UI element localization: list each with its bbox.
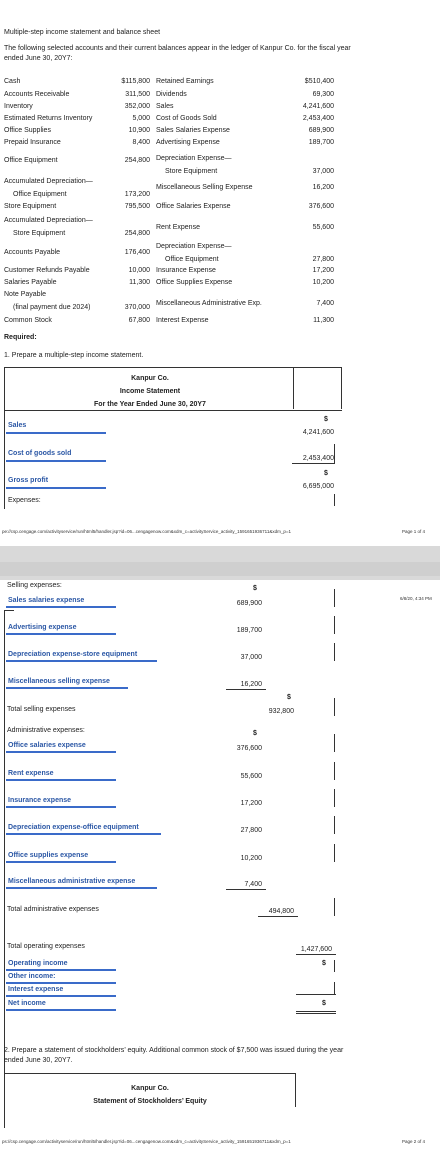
right-account-label: Retained Earnings xyxy=(156,78,214,85)
office-salaries-underline xyxy=(6,751,116,753)
right-account-label: Office Salaries Expense xyxy=(156,203,231,210)
office-salaries-label[interactable]: Office salaries expense xyxy=(8,742,86,749)
net-income-double-rule-2 xyxy=(296,1013,336,1014)
right-account-value: 189,700 xyxy=(308,139,334,146)
right-account-label: Cost of Goods Sold xyxy=(156,115,217,122)
total-operating-total-rule xyxy=(296,954,336,955)
rent-input-edge xyxy=(334,762,335,780)
left-account-label-line-2: (final payment due 2024) xyxy=(13,304,91,311)
left-account-value: 370,000 xyxy=(124,304,150,311)
left-account-value: 795,500 xyxy=(124,203,150,210)
net-income-dollar-sign: $ xyxy=(322,1000,326,1007)
sales-value[interactable]: 4,241,600 xyxy=(302,429,334,436)
column-divider xyxy=(293,367,294,409)
footer-page-number-2: Page 2 of 4 xyxy=(402,1139,426,1144)
total-admin-input-edge xyxy=(334,898,335,916)
statement-2-name: Statement of Stockholders’ Equity xyxy=(93,1098,207,1105)
sales-underline xyxy=(6,432,106,434)
right-account-value: 17,200 xyxy=(312,267,334,274)
cogs-underline xyxy=(6,460,106,462)
interest-total-rule xyxy=(296,994,336,995)
right-account-label: Interest Expense xyxy=(156,317,209,324)
left-account-value: 352,000 xyxy=(124,103,150,110)
footer-page-number: Page 1 of 4 xyxy=(402,529,426,534)
left-account-value: 173,200 xyxy=(124,191,150,198)
gross-profit-value[interactable]: 6,695,000 xyxy=(302,483,334,490)
operating-income-underline xyxy=(6,969,116,971)
left-account-value: 254,800 xyxy=(124,230,150,237)
sales-salaries-underline xyxy=(6,606,116,608)
cogs-label[interactable]: Cost of goods sold xyxy=(8,450,72,457)
left-account-value: 5,000 xyxy=(132,115,150,122)
sales-salaries-input-edge xyxy=(334,589,335,607)
sales-dollar-sign: $ xyxy=(324,416,328,423)
interest-expense-label[interactable]: Interest expense xyxy=(8,986,64,993)
page-1 xyxy=(0,0,440,546)
total-admin-total-rule xyxy=(258,916,298,917)
net-income-double-rule-1 xyxy=(296,1011,336,1012)
advertising-value[interactable]: 189,700 xyxy=(236,627,262,634)
gross-profit-label[interactable]: Gross profit xyxy=(8,477,49,484)
operating-income-input-edge xyxy=(334,960,335,972)
interest-input-edge xyxy=(334,982,335,994)
left-account-label: Accumulated Depreciation— xyxy=(4,178,93,185)
left-account-label: Office Equipment xyxy=(4,157,58,164)
right-account-value: 689,900 xyxy=(308,127,334,134)
expenses-input-edge xyxy=(334,494,335,506)
cogs-input-edge xyxy=(334,444,335,464)
right-account-label: Depreciation Expense— xyxy=(156,155,232,162)
required-label: Required: xyxy=(4,334,37,341)
left-account-label: Salaries Payable xyxy=(4,279,57,286)
statement-2-company: Kanpur Co. xyxy=(131,1085,169,1092)
table-right-border xyxy=(341,367,342,409)
right-account-value: 2,453,400 xyxy=(302,115,334,122)
left-account-label: Common Stock xyxy=(4,317,52,324)
office-salaries-input-edge xyxy=(334,734,335,752)
left-account-label: Accounts Payable xyxy=(4,249,61,256)
question-2-line-1: 2. Prepare a statement of stockholders’ equity. Additional common stock of $7,500 was issued during the year xyxy=(4,1047,344,1054)
left-account-label: Accumulated Depreciation— xyxy=(4,217,93,224)
left-account-label: Inventory xyxy=(4,103,33,110)
gross-profit-dollar-sign: $ xyxy=(324,470,328,477)
right-account-label: Sales xyxy=(156,103,174,110)
other-income-underline xyxy=(6,982,116,984)
statement-company: Kanpur Co. xyxy=(131,375,169,382)
office-supplies-underline xyxy=(6,861,116,863)
right-account-label: Rent Expense xyxy=(156,224,200,231)
misc-selling-value[interactable]: 16,200 xyxy=(240,681,262,688)
right-account-label: Advertising Expense xyxy=(156,139,220,146)
misc-selling-label[interactable]: Miscellaneous selling expense xyxy=(8,678,110,685)
misc-admin-label[interactable]: Miscellaneous administrative expense xyxy=(8,878,136,885)
right-account-value: 11,300 xyxy=(313,317,334,324)
net-income-label[interactable]: Net income xyxy=(8,1000,46,1007)
right-account-value: 55,600 xyxy=(312,224,334,231)
left-account-label: Estimated Returns Inventory xyxy=(4,115,93,122)
rent-label[interactable]: Rent expense xyxy=(8,770,54,777)
other-income-label[interactable]: Other income: xyxy=(8,973,56,980)
intro-line-2: ended June 30, 20Y7: xyxy=(4,55,73,62)
gross-profit-underline xyxy=(6,487,106,489)
left-account-label: Note Payable xyxy=(4,291,47,298)
right-account-label: Insurance Expense xyxy=(156,267,216,274)
right-account-value: 10,200 xyxy=(312,279,334,286)
misc-admin-value[interactable]: 7,400 xyxy=(244,881,262,888)
dep-store-value[interactable]: 37,000 xyxy=(240,654,262,661)
rent-underline xyxy=(6,779,116,781)
problem-title: Multiple-step income statement and balance sheet xyxy=(4,29,161,36)
office-supplies-value[interactable]: 10,200 xyxy=(240,855,262,862)
page-separator xyxy=(0,546,440,580)
dep-office-value[interactable]: 27,800 xyxy=(240,827,262,834)
cogs-value[interactable]: 2,453,400 xyxy=(302,455,334,462)
right-account-label-line-2: Store Equipment xyxy=(165,168,218,175)
right-account-label: Depreciation Expense— xyxy=(156,243,232,250)
dep-store-underline xyxy=(6,660,157,662)
footer-url: pe://csp.cengage.com/activityservice/run/html5/handler.jsp?id=06...cengagenow.com&xdm_c=activityService_activity_1591651936711&xdm_p=1 xyxy=(2,529,291,534)
sales-label[interactable]: Sales xyxy=(8,422,27,429)
right-account-value: 37,000 xyxy=(312,168,334,175)
misc-selling-underline xyxy=(6,687,128,689)
right-account-value: 4,241,600 xyxy=(302,103,334,110)
office-salaries-value[interactable]: 376,600 xyxy=(236,745,262,752)
misc-admin-total-rule xyxy=(226,889,266,890)
right-account-value: 16,200 xyxy=(312,184,334,191)
total-selling-label: Total selling expenses xyxy=(7,706,76,713)
print-date: 6/8/20, 4:34 PM xyxy=(400,596,432,601)
dep-store-label[interactable]: Depreciation expense-store equipment xyxy=(8,651,138,658)
left-account-label: Prepaid Insurance xyxy=(4,139,61,146)
dep-office-underline xyxy=(6,833,161,835)
office-supplies-input-edge xyxy=(334,844,335,862)
statement-period: For the Year Ended June 30, 20Y7 xyxy=(94,401,206,408)
right-account-value: 7,400 xyxy=(316,300,334,307)
right-account-label: Office Supplies Expense xyxy=(156,279,233,286)
rent-value[interactable]: 55,600 xyxy=(240,773,262,780)
table-top-tick xyxy=(4,610,14,611)
statement-2-top-border xyxy=(4,1073,296,1074)
left-account-label: Accounts Receivable xyxy=(4,91,70,98)
total-admin-label: Total administrative expenses xyxy=(7,906,99,913)
left-account-value: 8,400 xyxy=(132,139,150,146)
left-account-value: 10,900 xyxy=(128,127,150,134)
left-account-value: $115,800 xyxy=(121,78,150,85)
left-account-value: 176,400 xyxy=(124,249,150,256)
statement-2-right-border xyxy=(295,1073,296,1107)
advertising-underline xyxy=(6,633,116,635)
left-account-label: Office Supplies xyxy=(4,127,51,134)
cogs-total-rule xyxy=(292,463,334,464)
office-salaries-dollar-sign: $ xyxy=(253,730,257,737)
total-selling-input-edge xyxy=(334,698,335,716)
right-account-value: 376,600 xyxy=(308,203,334,210)
insurance-label[interactable]: Insurance expense xyxy=(8,797,72,804)
right-account-label: Dividends xyxy=(156,91,187,98)
right-account-label-line-2: Office Equipment xyxy=(165,256,219,263)
dep-office-input-edge xyxy=(334,816,335,834)
total-selling-value[interactable]: 932,800 xyxy=(268,708,294,715)
dep-store-input-edge xyxy=(334,643,335,661)
left-account-value: 254,800 xyxy=(124,157,150,164)
total-operating-value[interactable]: 1,427,600 xyxy=(300,946,332,953)
left-account-value: 10,000 xyxy=(128,267,150,274)
left-account-label-line-2: Office Equipment xyxy=(13,191,67,198)
dep-office-label[interactable]: Depreciation expense-office equipment xyxy=(8,824,139,831)
question-2-line-2: ended June 30, 20Y7. xyxy=(4,1057,73,1064)
right-account-value: 27,800 xyxy=(312,256,334,263)
left-account-label: Store Equipment xyxy=(4,203,57,210)
left-account-value: 67,800 xyxy=(128,317,150,324)
footer-url-2: ps://csp.cengage.com/activityservice/run/html5/handler.jsp?id=06...cengagenow.com&xdm_c=activityService_activity_1591651936711&xdm_p=1 xyxy=(2,1139,291,1144)
left-account-value: 11,300 xyxy=(129,279,150,286)
header-bottom-border xyxy=(4,410,342,411)
insurance-input-edge xyxy=(334,789,335,807)
total-selling-dollar-sign: $ xyxy=(287,694,291,701)
expenses-label: Expenses: xyxy=(8,497,41,504)
right-account-value: 69,300 xyxy=(312,91,334,98)
intro-line-1: The following selected accounts and their current balances appear in the ledger of Kanpur Co. for the fiscal year xyxy=(4,45,351,52)
left-account-label: Customer Refunds Payable xyxy=(4,267,90,274)
total-admin-value[interactable]: 494,800 xyxy=(268,908,294,915)
insurance-underline xyxy=(6,806,116,808)
left-account-label-line-2: Store Equipment xyxy=(13,230,66,237)
sales-salaries-label[interactable]: Sales salaries expense xyxy=(8,597,85,604)
misc-admin-underline xyxy=(6,887,157,889)
advertising-label[interactable]: Advertising expense xyxy=(8,624,77,631)
operating-income-label[interactable]: Operating income xyxy=(8,960,68,967)
advertising-input-edge xyxy=(334,616,335,634)
operating-income-dollar-sign: $ xyxy=(322,960,326,967)
left-account-value: 311,500 xyxy=(125,91,150,98)
sales-salaries-value[interactable]: 689,900 xyxy=(236,600,262,607)
right-account-label: Miscellaneous Administrative Exp. xyxy=(156,300,262,307)
right-account-label: Sales Salaries Expense xyxy=(156,127,230,134)
statement-name: Income Statement xyxy=(119,388,181,395)
question-1: 1. Prepare a multiple-step income statement. xyxy=(4,352,144,359)
selling-expenses-label: Selling expenses: xyxy=(7,582,62,589)
total-operating-label: Total operating expenses xyxy=(7,943,85,950)
left-account-label: Cash xyxy=(4,78,21,85)
insurance-value[interactable]: 17,200 xyxy=(240,800,262,807)
sales-salaries-dollar-sign: $ xyxy=(253,585,257,592)
page-2 xyxy=(0,580,440,1176)
office-supplies-label[interactable]: Office supplies expense xyxy=(8,852,89,859)
interest-expense-underline xyxy=(6,995,116,997)
net-income-underline xyxy=(6,1009,116,1011)
table-left-border xyxy=(4,367,5,509)
table-top-border xyxy=(4,367,342,368)
admin-expenses-label: Administrative expenses: xyxy=(7,727,85,734)
misc-selling-total-rule xyxy=(226,689,266,690)
right-account-label: Miscellaneous Selling Expense xyxy=(156,184,253,191)
right-account-value: $510,400 xyxy=(304,78,334,85)
